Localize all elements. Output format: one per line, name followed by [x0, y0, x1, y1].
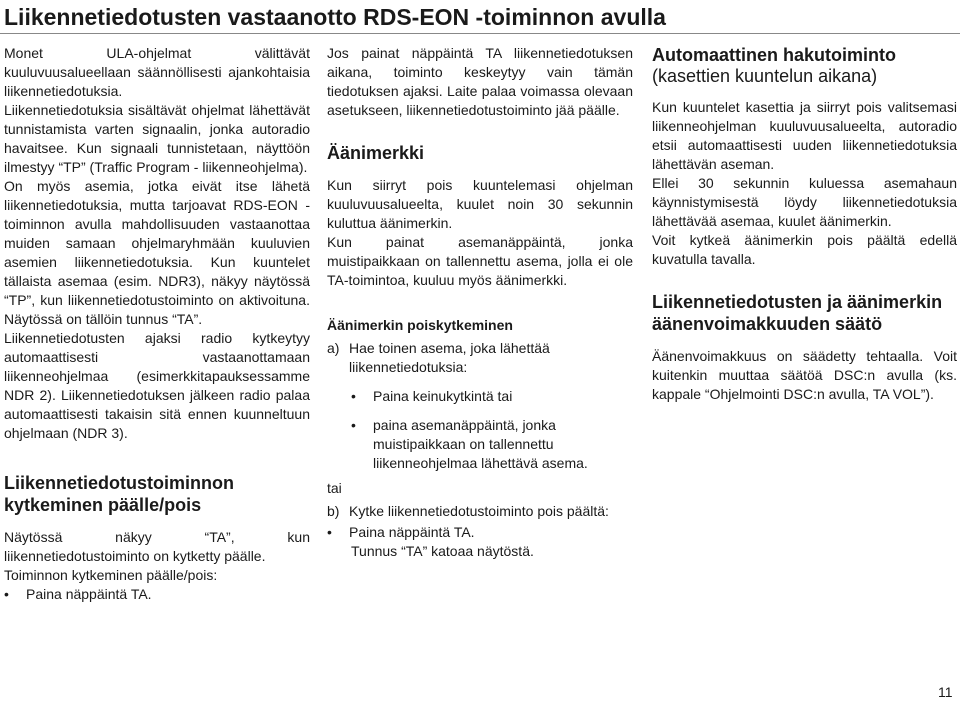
paragraph: tai: [327, 480, 342, 496]
paragraph: Jos painat näppäintä TA liikennetiedotuksen aikana, toiminto keskeytyy vain tämän tiedotuksen ajaksi. Laite palaa voimassa olevaan asetukseen, liikennetiedotustoiminto jää päälle.: [327, 45, 633, 118]
list-item-text: paina asemanäppäintä, jonka muistipaikkaan on tallennettu liikenneohjelmaa lähettävä asema.: [373, 417, 588, 471]
list-item: [327, 416, 633, 473]
list-label: a): [327, 340, 340, 356]
column-middle: [327, 44, 633, 561]
paragraph: Näytössä näkyy “TA”, kun liikennetiedotustoiminto on kytketty päälle.: [4, 529, 310, 564]
page-number: 11: [938, 684, 953, 700]
section-subheading: (kasettien kuuntelun aikana): [652, 66, 878, 86]
list-item: [327, 387, 633, 406]
paragraph: Kun siirryt pois kuuntelemasi ohjelman kuuluvuusalueelta, kuulet noin 30 sekunnin kuluttua äänimerkin.: [327, 177, 633, 231]
bullet-icon: •: [4, 586, 9, 602]
section-heading: Äänimerkki: [327, 143, 425, 163]
paragraph: Äänenvoimakkuus on säädetty tehtaalla. Voit kuitenkin muuttaa säätöä DSC:n avulla (ks. kappale “Ohjelmointi DSC:n avulla, TA VOL”).: [652, 348, 957, 402]
bullet-icon: •: [351, 388, 356, 404]
list-item-text: Paina keinukytkintä tai: [373, 388, 513, 404]
subsection-heading: Äänimerkin poiskytkeminen: [327, 317, 513, 333]
section-heading: Liikennetiedotustoiminnon kytkeminen päälle/pois: [4, 473, 234, 515]
section-heading: Automaattinen hakutoiminto: [652, 45, 896, 65]
bullet-icon: •: [327, 524, 332, 540]
column-left: [4, 44, 310, 604]
column-right: [652, 44, 957, 404]
bullet-icon: •: [351, 417, 356, 433]
list-label: b): [327, 503, 340, 519]
section-heading: Liikennetiedotusten ja äänimerkin äänenvoimakkuuden säätö: [652, 292, 943, 334]
title-divider: [0, 33, 960, 34]
list-item: [327, 523, 633, 542]
page-title: Liikennetiedotusten vastaanotto RDS-EON -toiminnon avulla: [4, 4, 666, 30]
list-item-text: Kytke liikennetiedotustoiminto pois päältä:: [349, 503, 609, 519]
list-item-text: Paina näppäintä TA.: [26, 586, 152, 602]
list-item: [327, 339, 633, 377]
list-item-text: Hae toinen asema, joka lähettää liikennetiedotuksia:: [349, 340, 550, 375]
paragraph: Monet ULA-ohjelmat välittävät kuuluvuusalueellaan säännöllisesti ajankohtaisia liikennetiedotuksia.: [4, 45, 310, 99]
paragraph: Liikennetiedotusten ajaksi radio kytkeytyy automaattisesti vastaanottamaan liikenneohjelmaa (esimerkkitapauksessamme NDR 2). Liikennetiedotuksen jälkeen radio palaa automaattisesti takaisin sitä ennen kuunneltuun ohjelmaan (NDR 3).: [4, 330, 310, 441]
paragraph: Toiminnon kytkeminen päälle/pois:: [4, 567, 218, 583]
list-item: [4, 585, 310, 604]
paragraph: On myös asemia, jotka eivät itse lähetä liikennetiedotuksia, mutta tarjoavat RDS-EON -toiminnon avulla mahdollisuuden vastaanottaa muiden samaan ohjelmaryhmään kuuluvien asemien liikennetiedotuksia. Kun kuuntelet tällaista asemaa (esim. NDR3), näkyy näytössä “TP”, kun liikennetiedotustoiminto on aktivoituna. Näytössä on tällöin tunnus “TA”.: [4, 178, 310, 327]
paragraph: Voit kytkeä äänimerkin pois päältä edellä kuvatulla tavalla.: [652, 232, 957, 267]
paragraph: Kun painat asemanäppäintä, jonka muistipaikkaan on tallennettu asema, jolla ei ole TA-toimintoa, kuuluu myös äänimerkki.: [327, 234, 633, 288]
paragraph: Liikennetiedotuksia sisältävät ohjelmat lähettävät tunnistamista varten signaalin, jonka autoradio havaitsee. Kun signaali tunnistetaan, näyttöön ilmestyy “TP” (Traffic Program - liikenneohjelma).: [4, 102, 310, 175]
list-item-text: Paina näppäintä TA.: [349, 524, 475, 540]
paragraph: Kun kuuntelet kasettia ja siirryt pois valitsemasi liikenneohjelman kuuluvuusalueelta, autoradio etsii automaattisesti uuden liikennetiedotuksia lähettävän aseman.: [652, 99, 957, 172]
note-text: Tunnus “TA” katoaa näytöstä.: [351, 543, 534, 559]
paragraph: Ellei 30 sekunnin kuluessa asemahaun käynnistymisestä löydy liikennetiedotuksia lähettävää asemaa, kuulet äänimerkin.: [652, 175, 957, 229]
list-item: [327, 502, 633, 521]
